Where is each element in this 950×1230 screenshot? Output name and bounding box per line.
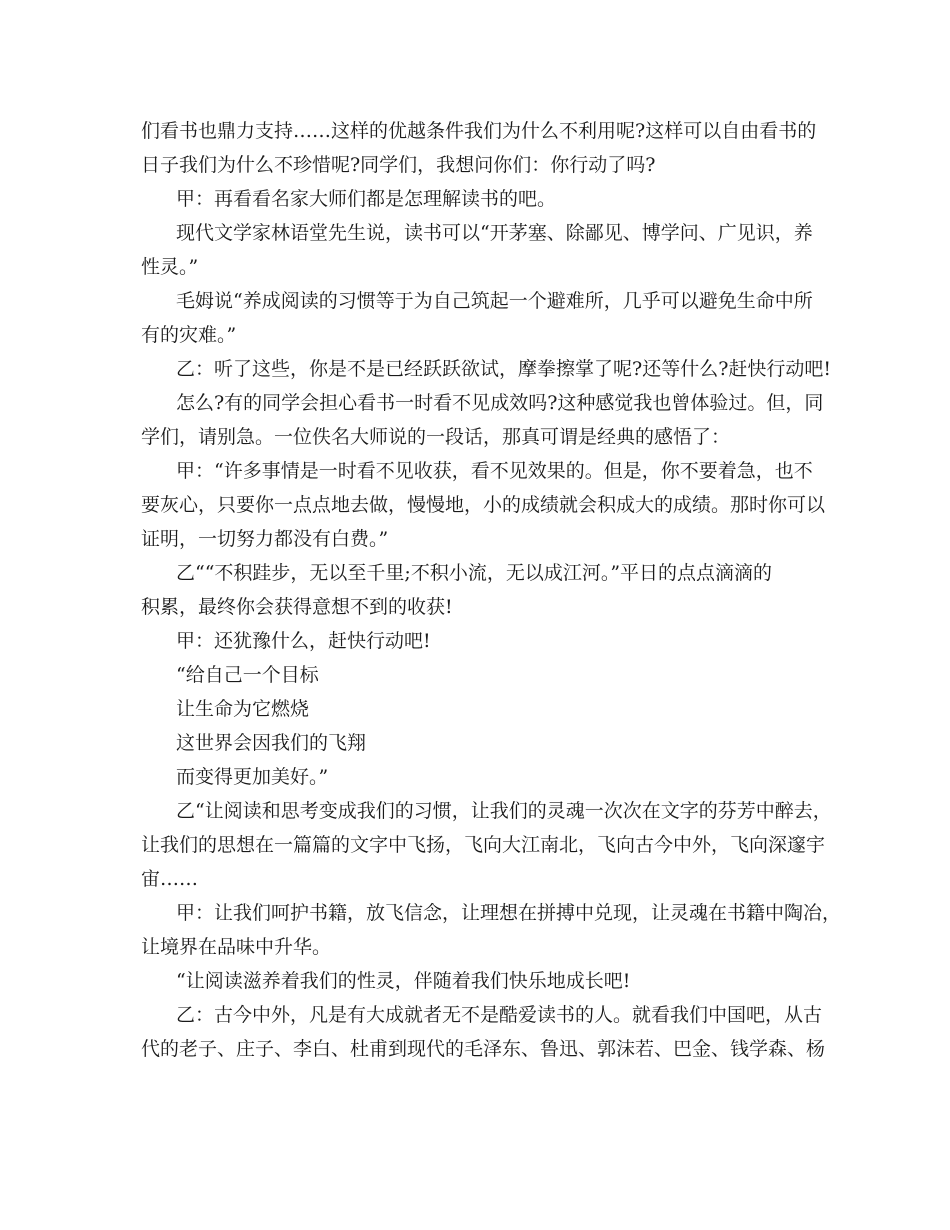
text-line: 让境界在品味中升华。 xyxy=(141,936,332,958)
poem-line: 让生命为它燃烧 xyxy=(176,698,310,720)
text-line: 要灰心，只要你一点点地去做，慢慢地，小的成绩就会积成大的成绩。那时你可以 xyxy=(141,494,826,516)
poem-line: 这世界会因我们的飞翔 xyxy=(176,732,367,754)
text-line: 证明，一切努力都没有白费。” xyxy=(141,528,389,550)
text-line: 甲：还犹豫什么，赶快行动吧! xyxy=(176,630,431,652)
text-line: 宙…… xyxy=(141,868,199,890)
text-line: 性灵。” xyxy=(141,256,199,278)
text-line: 们看书也鼎力支持……这样的优越条件我们为什么不利用呢?这样可以自由看书的 xyxy=(141,120,817,142)
text-line: 甲：让我们呵护书籍，放飞信念，让理想在拼搏中兑现，让灵魂在书籍中陶冶， xyxy=(176,902,842,924)
text-line: 有的灾难。” xyxy=(141,324,237,346)
text-line: 日子我们为什么不珍惜呢?同学们，我想问你们：你行动了吗? xyxy=(141,154,656,176)
text-line: 乙“让阅读和思考变成我们的习惯，让我们的灵魂一次次在文字的芬芳中醉去， xyxy=(176,800,832,822)
text-line: 乙：古今中外，凡是有大成就者无不是酷爱读书的人。就看我们中国吧，从古 xyxy=(176,1004,823,1026)
text-line: 现代文学家林语堂先生说，读书可以“开茅塞、除鄙见、博学问、广见识，养 xyxy=(176,222,813,244)
text-line: 乙：听了这些，你是不是已经跃跃欲试，摩拳擦掌了呢?还等什么?赶快行动吧! xyxy=(176,358,832,380)
text-line: 甲：“许多事情是一时看不见收获，看不见效果的。但是，你不要着急，也不 xyxy=(176,460,813,482)
text-line: 甲：再看看名家大师们都是怎理解读书的吧。 xyxy=(176,188,557,210)
poem-line: “给自己一个目标 xyxy=(176,664,319,686)
text-line: 乙““不积跬步，无以至千里;不积小流，无以成江河。”平日的点点滴滴的 xyxy=(176,562,773,584)
text-line: “让阅读滋养着我们的性灵，伴随着我们快乐地成长吧! xyxy=(176,970,631,992)
text-line: 代的老子、庄子、李白、杜甫到现代的毛泽东、鲁迅、郭沫若、巴金、钱学森、杨 xyxy=(141,1038,826,1060)
text-line: 学们，请别急。一位佚名大师说的一段话，那真可谓是经典的感悟了： xyxy=(141,426,731,448)
text-line: 让我们的思想在一篇篇的文字中飞扬，飞向大江南北，飞向古今中外，飞向深邃宇 xyxy=(141,834,826,856)
text-line: 积累，最终你会获得意想不到的收获! xyxy=(141,596,453,618)
text-line: 毛姆说“养成阅读的习惯等于为自己筑起一个避难所，几乎可以避免生命中所 xyxy=(176,290,813,312)
text-line: 怎么?有的同学会担心看书一时看不见成效吗?这种感觉我也曾体验过。但，同 xyxy=(176,392,824,414)
poem-line: 而变得更加美好。” xyxy=(176,766,329,788)
